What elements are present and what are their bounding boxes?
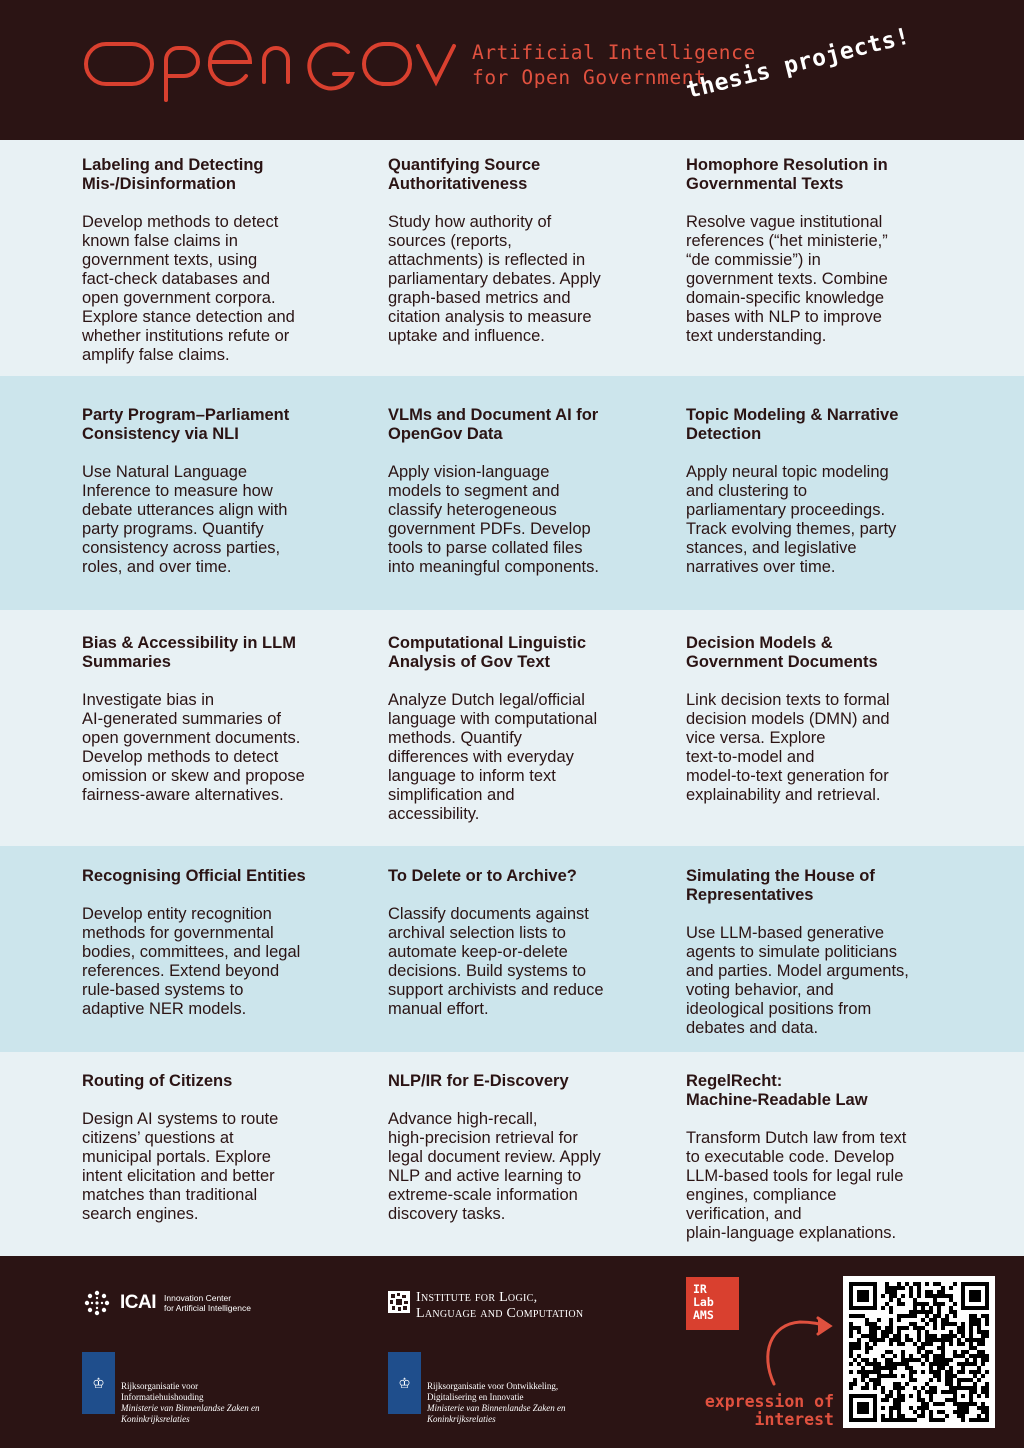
qr-code[interactable]	[843, 1276, 995, 1428]
project-title: Labeling and Detecting Mis-/Disinformation	[82, 156, 264, 193]
crest-icon: ♔	[388, 1352, 421, 1414]
project-card	[388, 634, 653, 824]
project-description: Apply vision-language models to segment and classify heterogeneous government PDFs. Develop tools to parse collated files into meaningful components.	[388, 463, 599, 576]
project-title: Recognising Official Entities	[82, 867, 306, 885]
project-title: Bias & Accessibility in LLM Summaries	[82, 634, 296, 671]
project-card	[686, 406, 956, 577]
project-description: Classify documents against archival selection lists to automate keep-or-delete decisions. Build systems to support archivists and reduce manual effort.	[388, 905, 604, 1018]
illc-name: Institute for Logic, Language and Computation	[416, 1290, 584, 1321]
project-title: RegelRecht: Machine-Readable Law	[686, 1072, 868, 1109]
project-card	[388, 1072, 653, 1224]
project-card	[686, 867, 956, 1038]
project-title: Simulating the House of Representatives	[686, 867, 875, 904]
project-row-1	[0, 140, 1024, 376]
rijksorganisatie-ontwikkeling-logo[interactable]	[388, 1352, 565, 1425]
project-title: Quantifying Source Authoritativeness	[388, 156, 541, 193]
gov-org-name: Rijksorganisatie voor Ontwikkeling, Digitalisering en Innovatie Ministerie van Binnenlandse Zaken en Koninkrijksrelaties	[427, 1381, 566, 1424]
qr-code-icon	[849, 1282, 989, 1422]
expression-of-interest-label: expression of interest	[704, 1392, 834, 1429]
gov-org-name: Rijksorganisatie voor Informatiehuishouding Ministerie van Binnenlandse Zaken en Koninkrijksrelaties	[121, 1381, 260, 1424]
illc-logo[interactable]	[388, 1290, 583, 1322]
project-row-5	[0, 1052, 1024, 1256]
project-description: Transform Dutch law from text to executable code. Develop LLM-based tools for legal rule engines, compliance verification, and plain-language explanations.	[686, 1129, 907, 1242]
project-description: Investigate bias in AI-generated summaries of open government documents. Develop methods to detect omission or skew and propose fairness-aware alternatives.	[82, 691, 305, 804]
project-title: NLP/IR for E-Discovery	[388, 1072, 569, 1090]
project-description: Apply neural topic modeling and clustering to parliamentary proceedings. Track evolving themes, party stances, and legislative narratives over time.	[686, 463, 897, 576]
project-row-2	[0, 376, 1024, 610]
curved-arrow-icon	[760, 1314, 840, 1390]
thesis-projects-stamp: thesis projects!	[683, 23, 913, 105]
project-card	[82, 156, 352, 365]
tagline-line-2: for Open Government	[472, 66, 707, 89]
opengov-logo	[82, 30, 462, 110]
project-description: Analyze Dutch legal/official language with computational methods. Quantify differences with everyday language to inform text simplification and accessibility.	[388, 691, 598, 823]
footer	[0, 1256, 1024, 1448]
project-description: Study how authority of sources (reports, attachments) is reflected in parliamentary debates. Apply graph-based metrics and citation analysis to measure uptake and influence.	[388, 213, 601, 345]
project-description: Develop entity recognition methods for governmental bodies, committees, and legal references. Extend beyond rule-based systems to adaptive NER models.	[82, 905, 301, 1018]
project-row-4	[0, 846, 1024, 1052]
project-description: Advance high-recall, high-precision retrieval for legal document review. Apply NLP and active learning to extreme-scale information discovery tasks.	[388, 1110, 601, 1223]
project-title: Topic Modeling & Narrative Detection	[686, 406, 899, 443]
project-card	[686, 634, 956, 805]
project-card	[686, 1072, 956, 1243]
project-description: Use Natural Language Inference to measure how debate utterances align with party programs. Quantify consistency across parties, roles, and over time.	[82, 463, 288, 576]
illc-icon	[388, 1291, 410, 1313]
project-card	[388, 156, 653, 346]
project-card	[82, 634, 352, 805]
project-title: Party Program–Parliament Consistency via NLI	[82, 406, 290, 443]
project-card	[388, 406, 653, 577]
icai-logo[interactable]	[84, 1290, 251, 1316]
project-title: Decision Models & Government Documents	[686, 634, 878, 671]
irlab-logo[interactable]: IR Lab AMS	[686, 1277, 739, 1330]
project-title: Homophore Resolution in Governmental Texts	[686, 156, 888, 193]
project-description: Link decision texts to formal decision models (DMN) and vice versa. Explore text-to-model and model-to-text generation for explainability and retrieval.	[686, 691, 890, 804]
project-card	[82, 406, 352, 577]
crest-icon: ♔	[82, 1352, 115, 1414]
project-description: Resolve vague institutional references (“het ministerie,” “de commissie”) in government texts. Combine domain-specific knowledge bases with NLP to improve text understanding.	[686, 213, 888, 345]
icai-subtitle: Innovation Center for Artificial Intelligence	[164, 1293, 251, 1313]
project-card	[82, 867, 352, 1019]
project-description: Develop methods to detect known false claims in government texts, using fact-check databases and open government corpora. Explore stance detection and whether institutions refute or amplify false claims.	[82, 213, 295, 364]
rijksorganisatie-informatiehuishouding-logo[interactable]	[82, 1352, 259, 1425]
project-card	[82, 1072, 352, 1224]
project-description: Use LLM-based generative agents to simulate politicians and parties. Model arguments, voting behavior, and ideological positions from debates and data.	[686, 924, 909, 1037]
header	[0, 0, 1024, 140]
icai-wordmark: ICAI	[120, 1292, 156, 1313]
project-title: VLMs and Document AI for OpenGov Data	[388, 406, 599, 443]
project-title: To Delete or to Archive?	[388, 867, 577, 885]
project-card	[388, 867, 653, 1019]
project-card	[686, 156, 956, 346]
project-title: Routing of Citizens	[82, 1072, 233, 1090]
project-row-3	[0, 610, 1024, 846]
icai-icon	[84, 1290, 110, 1316]
project-description: Design AI systems to route citizens’ questions at municipal portals. Explore intent elicitation and better matches than traditional search engines.	[82, 1110, 279, 1223]
project-title: Computational Linguistic Analysis of Gov Text	[388, 634, 586, 671]
tagline-line-1: Artificial Intelligence	[472, 41, 756, 64]
